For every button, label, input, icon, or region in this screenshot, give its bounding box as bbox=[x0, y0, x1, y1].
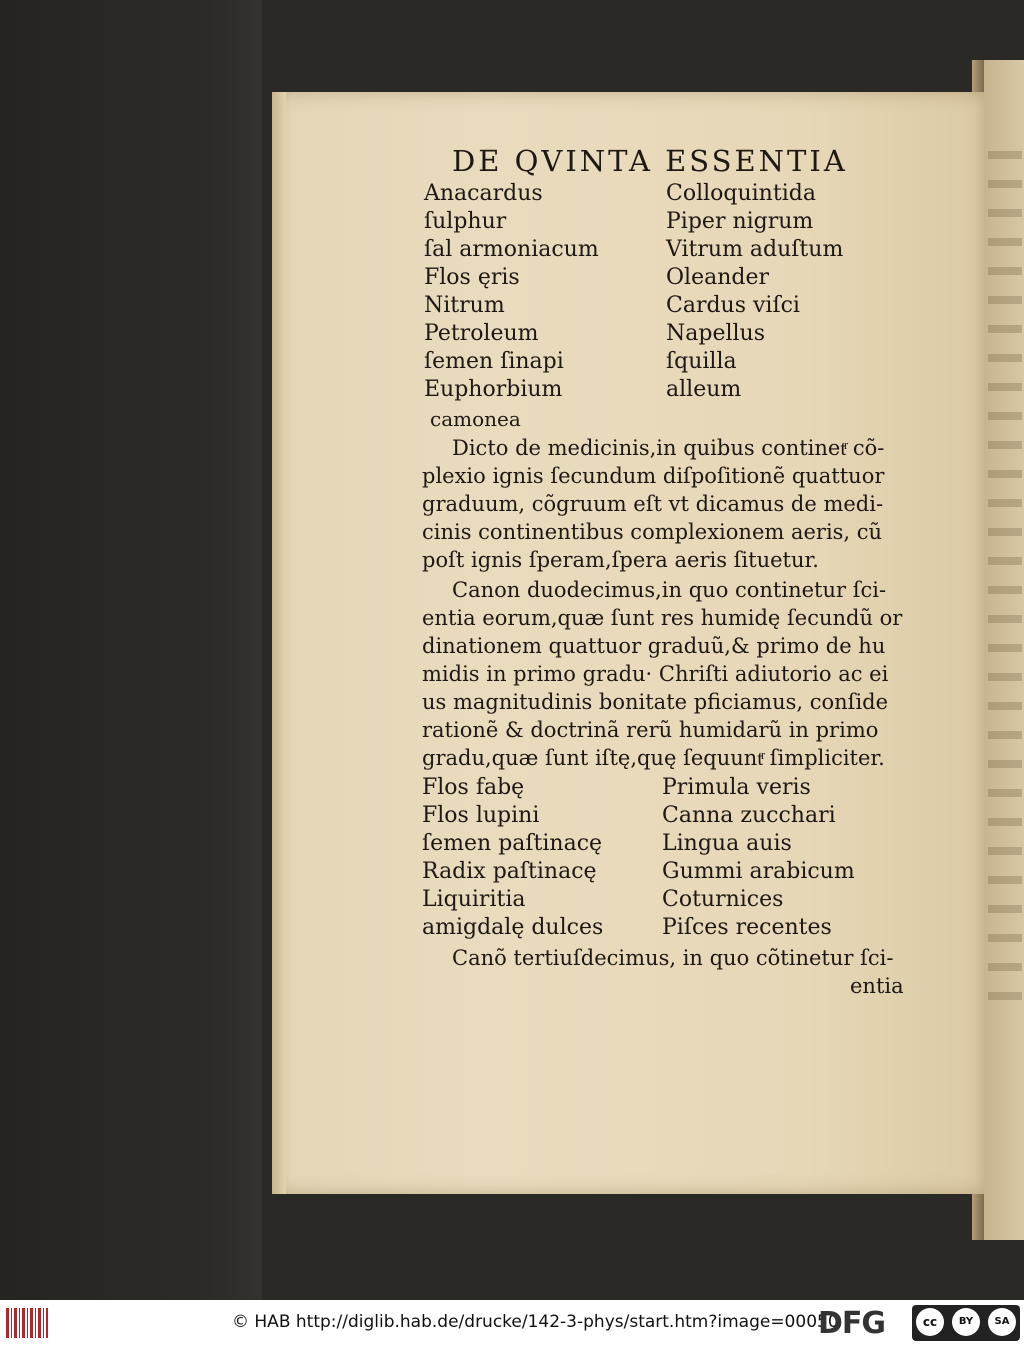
paragraph2-line: us magnitudinis bonitate pficiamus, conſide bbox=[422, 690, 889, 714]
list1-col1-item: Nitrum bbox=[424, 293, 505, 318]
paragraph2-line: entia eorum,quæ ſunt res humidę ſecundũ or bbox=[422, 606, 903, 630]
paragraph1-line: graduum, cõgruum eſt vt dicamus de medi- bbox=[422, 492, 884, 516]
paragraph1-line: poſt ignis ſperam,ſpera aeris ſituetur. bbox=[422, 548, 819, 572]
library-logo-icon bbox=[6, 1308, 48, 1338]
list1-col2-item: Napellus bbox=[666, 321, 765, 346]
list1-col2-item: ſquilla bbox=[666, 349, 737, 374]
paragraph1-line: cinis continentibus complexionem aeris, cũ bbox=[422, 520, 883, 544]
list1-col1-item: Anacardus bbox=[424, 181, 543, 206]
list2-col2-item: Primula veris bbox=[662, 775, 811, 800]
list2-col2-item: Coturnices bbox=[662, 887, 784, 912]
cc-icon: cc bbox=[916, 1308, 944, 1336]
footer-bar bbox=[0, 1300, 1024, 1346]
list1-col1-item: camonea bbox=[430, 407, 521, 431]
paragraph3-line: Canõ tertiuſdecimus, in quo cõtinetur ſci- bbox=[452, 946, 894, 970]
list1-col2-item: Cardus viſci bbox=[666, 293, 800, 318]
cc-license-badge[interactable] bbox=[912, 1305, 1020, 1341]
list1-col2-item: Piper nigrum bbox=[666, 209, 814, 234]
list1-col2-item: Vitrum aduſtum bbox=[666, 237, 844, 262]
list1-col2-item: Oleander bbox=[666, 265, 769, 290]
list2-col1-item: Flos lupini bbox=[422, 803, 540, 828]
list2-col2-item: Lingua auis bbox=[662, 831, 792, 856]
list1-col1-item: ſulphur bbox=[424, 209, 507, 234]
list2-col2-item: Gummi arabicum bbox=[662, 859, 855, 884]
paragraph2-line: dinationem quattuor graduũ,& primo de hu bbox=[422, 634, 886, 658]
list2-col1-item: ſemen paſtinacę bbox=[422, 831, 603, 856]
paragraph2-line: Canon duodecimus,in quo continetur ſci- bbox=[452, 578, 887, 602]
sa-icon: SA bbox=[988, 1308, 1016, 1336]
paragraph2-line: midis in primo gradu· Chriſti adiutorio ac ei bbox=[422, 662, 889, 686]
by-icon: BY bbox=[952, 1308, 980, 1336]
list2-col1-item: Flos fabę bbox=[422, 775, 525, 800]
paragraph1-line: Dicto de medicinis,in quibus continetͬ cõ- bbox=[452, 436, 885, 460]
catchword: entia bbox=[850, 974, 904, 998]
paragraph2-line: rationẽ & doctrinã rerũ humidarũ in primo bbox=[422, 718, 879, 742]
list1-col2-item: Colloquintida bbox=[666, 181, 816, 206]
list1-col1-item: Flos ęris bbox=[424, 265, 520, 290]
list1-col1-item: ſal armoniacum bbox=[424, 237, 599, 262]
running-head: DE QVINTA ESSENTIA bbox=[452, 144, 848, 178]
list1-col1-item: Petroleum bbox=[424, 321, 539, 346]
list1-col1-item: Euphorbium bbox=[424, 377, 563, 402]
list2-col1-item: amigdalę dulces bbox=[422, 915, 604, 940]
list2-col2-item: Piſces recentes bbox=[662, 915, 832, 940]
dfg-logo: DFG bbox=[818, 1306, 886, 1341]
list1-col2-item: alleum bbox=[666, 377, 742, 402]
list2-col1-item: Liquiritia bbox=[422, 887, 526, 912]
paragraph2-line: gradu,quæ ſunt iſtę,quę ſequuntͬ ſimpliciter. bbox=[422, 746, 885, 770]
footer-url-link[interactable]: © HAB http://diglib.hab.de/drucke/142-3-phys/start.htm?image=00050 bbox=[232, 1312, 839, 1332]
list2-col1-item: Radix paſtinacę bbox=[422, 859, 597, 884]
list2-col2-item: Canna zucchari bbox=[662, 803, 836, 828]
paragraph1-line: plexio ignis ſecundum diſpoſitionẽ quattuor bbox=[422, 464, 885, 488]
list1-col1-item: ſemen ſinapi bbox=[424, 349, 564, 374]
